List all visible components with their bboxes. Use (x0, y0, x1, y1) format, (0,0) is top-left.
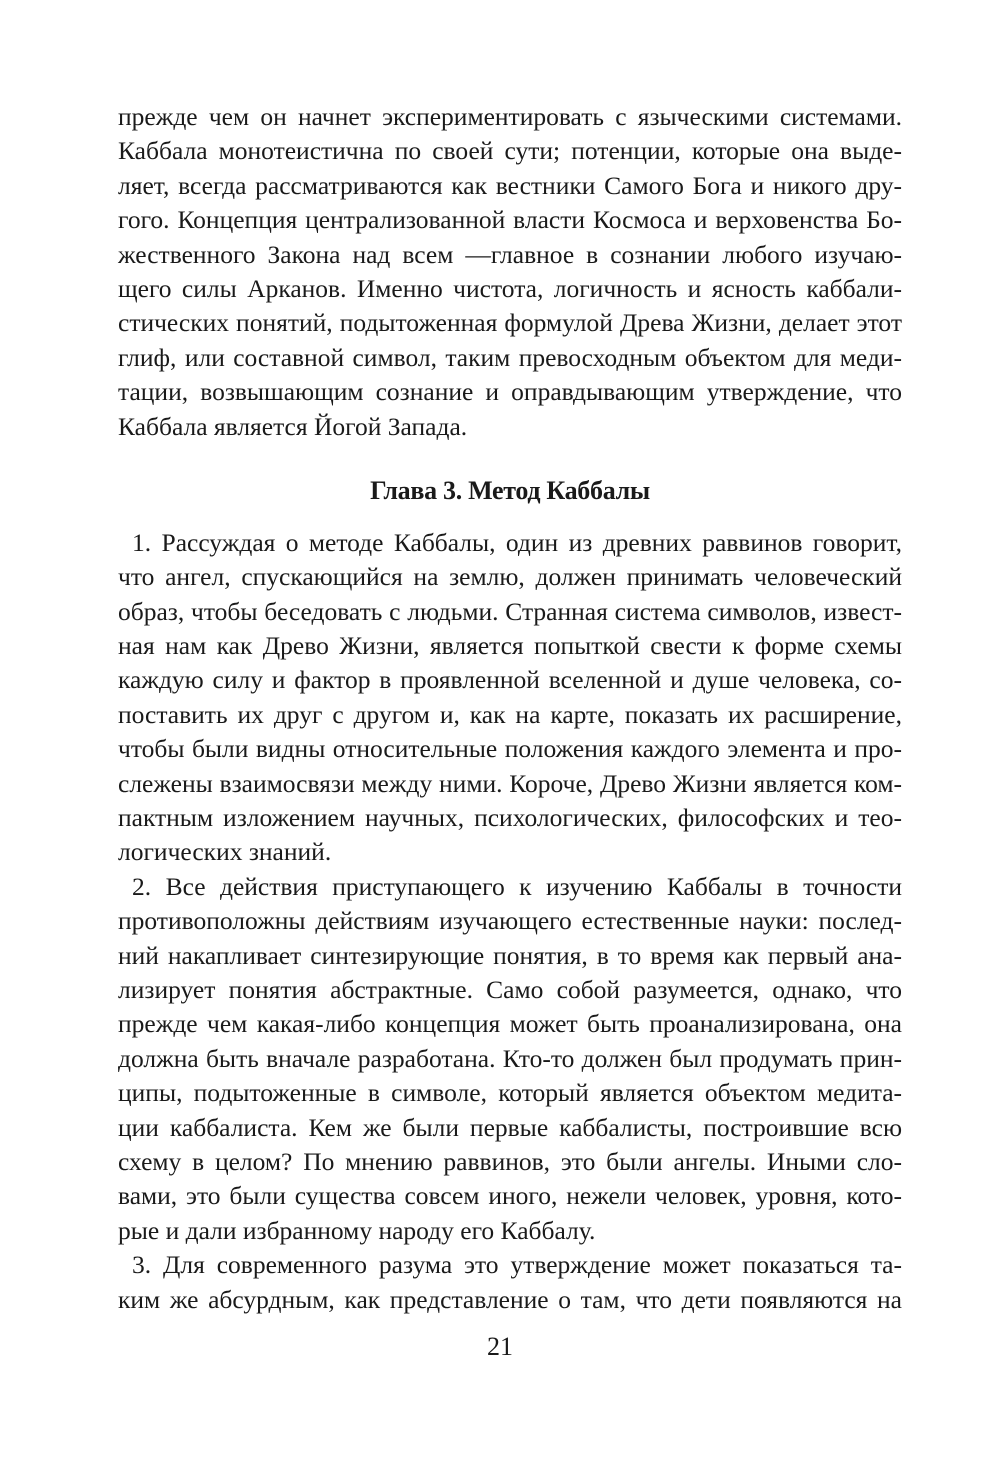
text-line: что ангел, спускающийся на землю, должен принимать человеческий (118, 562, 902, 592)
text-line: ная нам как Древо Жизни, является попыткой свести к форме схемы (118, 631, 902, 661)
text-line: прежде чем он начнет экспериментировать с языческими системами. (118, 102, 902, 131)
paragraph-1 (118, 526, 902, 870)
text-line: должна быть вначале разработана. Кто-то должен был продумать прин- (118, 1043, 902, 1073)
paragraph-3 (118, 1248, 902, 1317)
chapter-title: Глава 3. Метод Каббалы (370, 475, 650, 505)
text-line: логических знаний. (118, 837, 332, 867)
text-line: 3. Для современного разума это утверждение может показаться та- (132, 1250, 902, 1280)
text-line: прежде чем какая-либо концепция может быть проанализирована, она (118, 1009, 902, 1039)
text-line: тации, возвышающим сознание и оправдывающим утверждение, что (118, 377, 902, 407)
text-line: вами, это были существа совсем иного, нежели человек, уровня, кото- (118, 1181, 902, 1211)
page-number: 21 (487, 1332, 513, 1361)
text-line: образ, чтобы беседовать с людьми. Странная система символов, извест- (118, 596, 902, 626)
text-line: лизирует понятия абстрактные. Само собой разумеется, однако, что (118, 974, 902, 1004)
text-line: рые и дали избранному народу его Каббалу. (118, 1215, 596, 1245)
text-line: слежены взаимосвязи между ними. Короче, Древо Жизни является ком- (118, 768, 902, 798)
paragraph-2 (118, 870, 902, 1248)
text-line: жественного Закона над всем —главное в сознании любого изучаю- (118, 239, 902, 269)
text-line: ции каббалиста. Кем же были первые каббалисты, построившие всю (118, 1112, 902, 1142)
text-line: противоположны действиям изучающего естественные науки: послед- (118, 906, 902, 936)
text-line: схему в целом? По мнению раввинов, это были ангелы. Иными сло- (118, 1146, 902, 1176)
text-line: глиф, или составной символ, таким превосходным объектом для меди- (118, 342, 902, 372)
text-line: каждую силу и фактор в проявленной вселенной и душе человека, со- (118, 665, 902, 695)
text-line: чтобы были видны относительные положения каждого элемента и про- (118, 734, 902, 764)
text-line: ципы, подытоженные в символе, который является объектом медита- (118, 1078, 902, 1108)
text-line: ляет, всегда рассматриваются как вестники Самого Бога и никого дру- (118, 170, 902, 200)
text-line: ким же абсурдным, как представление о там, что дети появляются на (118, 1284, 902, 1314)
text-line: 1. Рассуждая о методе Каббалы, один из древних раввинов говорит, (132, 527, 902, 557)
page-body (118, 100, 902, 1317)
text-line: поставить их друг с другом и, как на карте, показать их расширение, (118, 699, 902, 729)
text-line: стических понятий, подытоженная формулой Древа Жизни, делает этот (118, 308, 902, 338)
text-line: щего силы Арканов. Именно чистота, логичность и ясность каббали- (118, 273, 902, 303)
text-line: гого. Концепция централизованной власти Космоса и верховенства Бо- (118, 205, 902, 235)
text-line: Каббала является Йогой Запада. (118, 411, 468, 441)
intro-paragraph (118, 100, 902, 444)
text-line: ний накапливает синтезирующие понятия, в то время как первый ана- (118, 940, 902, 970)
text-line: пактным изложением научных, психологических, философских и тео- (118, 803, 902, 833)
text-line: Каббала монотеистична по своей сути; потенции, которые она выде- (118, 136, 902, 166)
text-line: 2. Все действия приступающего к изучению Каббалы в точности (132, 871, 902, 901)
